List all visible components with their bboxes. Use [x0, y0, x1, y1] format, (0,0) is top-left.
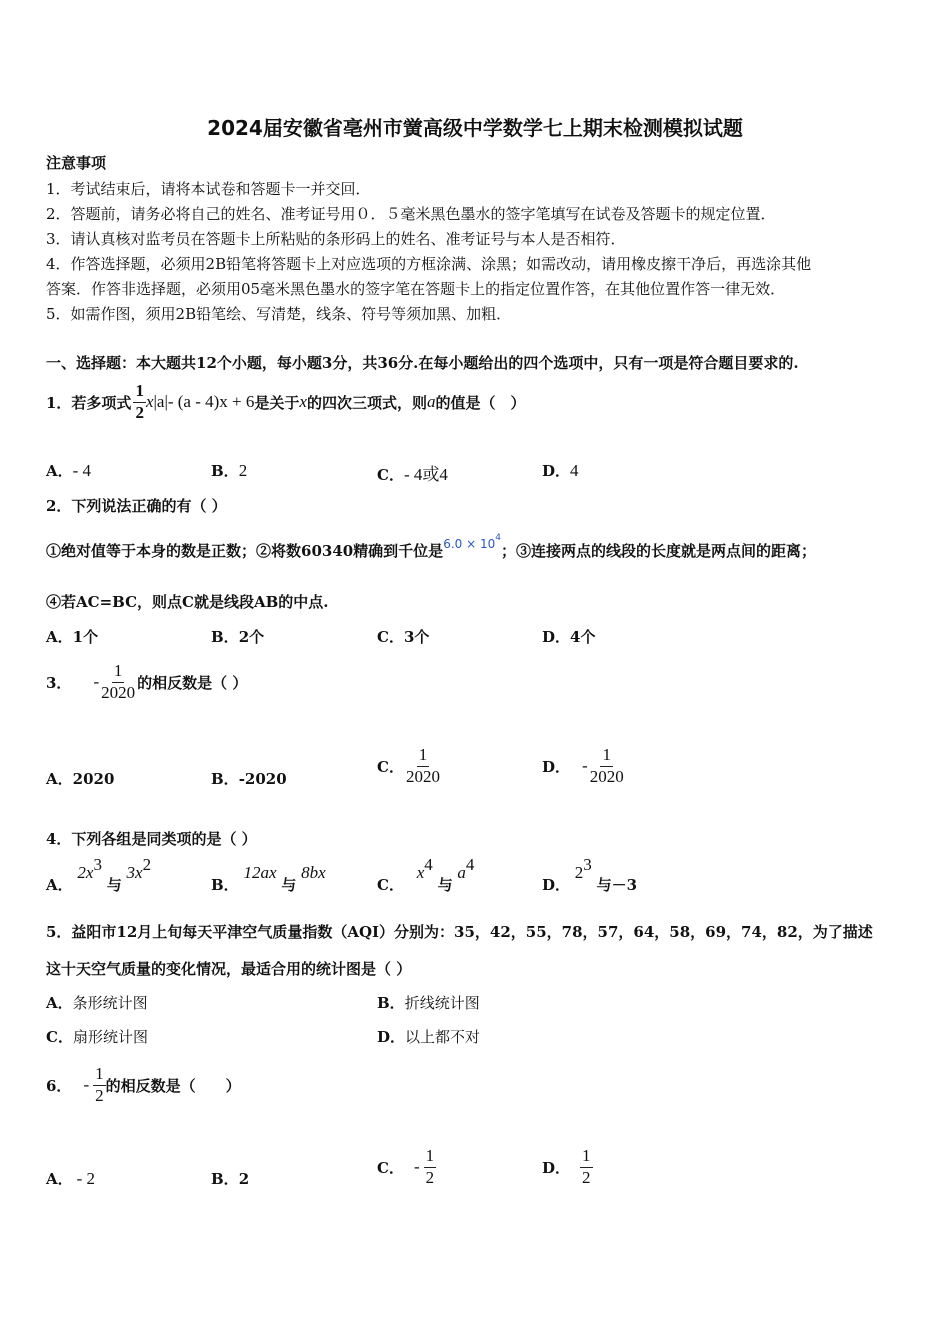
option-d: D．以上都不对 [377, 1028, 481, 1046]
notice-item: 2．答题前，请务必将自己的姓名、准考证号用０．５毫米黑色墨水的签字笔填写在试卷及答题卡的规定位置． [46, 205, 776, 223]
question-text: 是关于 [254, 393, 300, 412]
minus-sign: - [83, 1075, 90, 1094]
variable: x [145, 392, 154, 411]
question-number: 1．若多项式 [46, 393, 132, 412]
option-d: D．4 [542, 461, 579, 480]
question-text: 的四次三项式，则 [306, 393, 427, 412]
option-b: B．2个 [211, 628, 265, 646]
option-c: C． $\frac{1}{2020}$ [377, 744, 440, 786]
question-6 [46, 1060, 241, 1110]
option-a: A．- 4 [46, 461, 92, 480]
question-2: 2．下列说法正确的有（ ） [46, 497, 227, 515]
question-2-statements: ①绝对值等于本身的数是正数；②将数60340精确到千位是$^{6.0 \times 10^4}$；③连接两点的线段的长度就是两点间的距离； [46, 533, 816, 560]
option-a: A．1个 [46, 628, 99, 646]
option-a: A．2020 [46, 770, 115, 788]
option-b: B． 12ax 与 8bx [211, 863, 326, 894]
notice-item: 5．如需作图，须用2B铅笔绘、写清楚，线条、符号等须加黑、加粗． [46, 305, 512, 323]
option-b: B．2 [211, 461, 248, 480]
fraction: $\frac{1}{2}$ [135, 380, 144, 422]
question-number: 6． [46, 1076, 72, 1095]
notice-item: 3．请认真核对监考员在答题卡上所粘贴的条形码上的姓名、准考证号与本人是否相符． [46, 230, 626, 248]
page-title: 2024届安徽省亳州市黉高级中学数学七上期末检测模拟试题 [207, 116, 743, 140]
option-c: C． - $\frac{1}{2}$ [377, 1145, 435, 1187]
section-heading: 一、选择题：本大题共12个小题，每小题3分，共36分.在每小题给出的四个选项中，只有一项是符合题目要求的. [46, 354, 799, 372]
minus-sign: - [93, 672, 100, 691]
fraction: $\frac{1}{2}$ [582, 1145, 591, 1187]
option-c: C．- 4或4 [377, 465, 448, 484]
option-a: A． $2x^3$ 与 $3x^2$ [46, 855, 152, 894]
question-text: 的值是（ ） [435, 393, 526, 412]
fraction: $\frac{1}{2}$ [95, 1063, 104, 1105]
question-text: 的相反数是（ ） [137, 673, 248, 692]
variable: x [299, 392, 307, 411]
question-number: 3． [46, 673, 72, 692]
notice-item: 答案．作答非选择题，必须用05毫米黑色墨水的签字笔在答题卡上的指定位置作答，在其他位置作答一律无效． [46, 280, 786, 298]
fraction: $\frac{1}{2020}$ [101, 660, 136, 702]
option-b: B．-2020 [211, 770, 287, 788]
fraction: $\frac{1}{2}$ [425, 1145, 435, 1187]
fraction: $\frac{1}{2020}$ [589, 744, 624, 786]
option-d: D． $\frac{1}{2}$ [542, 1145, 591, 1187]
question-1: 1．若多项式 $\frac{1}{2}$ x |a| - (a - 4)x + 6 是关于 x 的四次三项式，则 a 的值是（ ） [46, 380, 526, 422]
option-b: B．2 [211, 1170, 250, 1188]
option-d: D．4个 [542, 628, 596, 646]
option-a: A． - 2 [46, 1169, 96, 1188]
question-text: 的相反数是（ ） [105, 1076, 241, 1095]
notice-item: 1．考试结束后，请将本试卷和答题卡一并交回． [46, 180, 371, 198]
scientific-notation: 6.0 × 104 [443, 533, 501, 551]
notice-heading: 注意事项 [46, 154, 107, 172]
question-2-statement-4: ④若AC=BC，则点C就是线段AB的中点. [46, 593, 329, 611]
option-d: D． - $\frac{1}{2020}$ [542, 744, 624, 786]
question-3 [46, 658, 247, 706]
option-c: C． $x^4$ 与 $a^4$ [377, 855, 475, 894]
option-b: B．折线统计图 [377, 994, 480, 1012]
option-a: A．条形统计图 [46, 994, 148, 1012]
variable: a [426, 392, 436, 411]
polynomial-rest: - (a - 4)x + 6 [167, 392, 255, 411]
option-c: C．扇形统计图 [46, 1028, 148, 1046]
question-5-line-2: 这十天空气质量的变化情况，最适合用的统计图是（ ） [46, 960, 412, 978]
question-5-line-1: 5．益阳市12月上旬每天平津空气质量指数（AQI）分别为：35，42，55，78，57，64，58，69，74，82，为了描述 [46, 923, 873, 941]
option-c: C．3个 [377, 628, 430, 646]
option-d: D． $2^3$ 与－3 [542, 855, 638, 894]
question-4: 4．下列各组是同类项的是（ ） [46, 830, 257, 848]
notice-item: 4．作答选择题，必须用2B铅笔将答题卡上对应选项的方框涂满、涂黑；如需改动，请用橡皮擦干净后，再选涂其他 [46, 255, 812, 273]
fraction: $\frac{1}{2020}$ [405, 744, 440, 786]
